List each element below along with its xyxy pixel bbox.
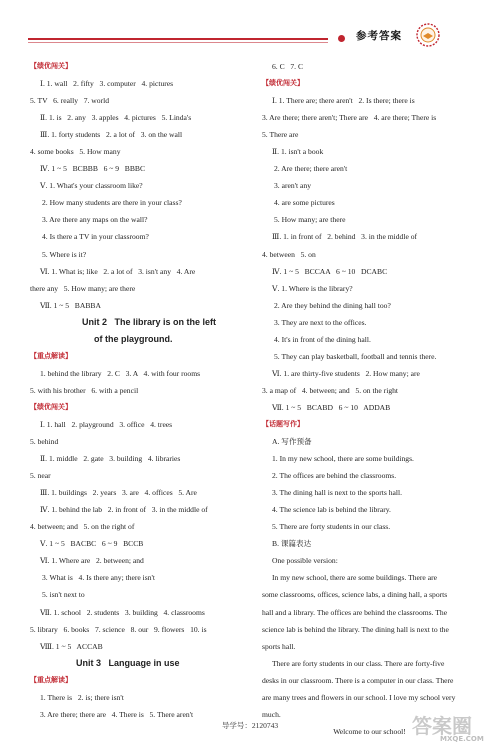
- answer-line: Ⅶ. 1 ~ 5 BABBA: [40, 300, 101, 310]
- section-tag: 【重点解读】: [30, 675, 72, 684]
- answer-line: 5. isn't next to: [42, 590, 85, 600]
- unit-heading: Unit 3 Language in use: [76, 657, 180, 668]
- unit-heading: of the playground.: [94, 333, 173, 344]
- section-tag: 【绩优闯关】: [30, 402, 72, 411]
- answer-line: 3. a map of 4. between; and 5. on the right: [262, 385, 399, 395]
- answer-line: Ⅰ. 1. hall 2. playground 3. office 4. trees: [40, 419, 173, 429]
- answer-line: sports hall.: [262, 641, 296, 651]
- answer-line: Ⅰ. 1. wall 2. fifty 3. computer 4. pictures: [40, 79, 174, 89]
- answer-line: Ⅴ. 1 ~ 5 BACBC 6 ~ 9 BCCB: [40, 539, 144, 549]
- answer-line: 5. Where is it?: [42, 249, 87, 259]
- answer-line: 3. The dining hall is next to the sports hall.: [272, 488, 402, 498]
- answer-line: Ⅳ. 1. behind the lab 2. in front of 3. in the middle of: [40, 505, 208, 515]
- answer-line: 4. Is there a TV in your classroom?: [42, 232, 149, 242]
- answer-line: 2. How many students are there in your class?: [42, 198, 182, 208]
- answer-line: In my new school, there are some buildings. There are: [272, 573, 437, 583]
- answer-line: Ⅶ. 1. school 2. students 3. building 4. classrooms: [40, 607, 205, 617]
- answer-line: 4. some books 5. How many: [30, 147, 121, 157]
- header-bullet-icon: [338, 35, 345, 42]
- section-tag: 【重点解读】: [30, 351, 72, 360]
- answer-line: There are forty students in our class. There are forty-five: [272, 658, 445, 668]
- answer-line: 5. with his brother 6. with a pencil: [30, 385, 139, 395]
- answer-line: 4. between; and 5. on the right of: [30, 522, 135, 532]
- answer-line: One possible version:: [272, 556, 338, 566]
- answer-line: A. 写作预备: [272, 437, 312, 447]
- unit-heading: Unit 2 The library is on the left: [82, 316, 217, 327]
- section-tag: 【话题写作】: [262, 419, 304, 428]
- answer-line: some classrooms, offices, science labs, a dining hall, a sports: [262, 590, 448, 600]
- answer-line: 3. aren't any: [274, 181, 312, 191]
- answer-line: Ⅶ. 1 ~ 5 BCABD 6 ~ 10 ADDAB: [272, 402, 391, 412]
- answer-line: 3. What is 4. Is there any; there isn't: [42, 573, 155, 583]
- header-rule-thin: [28, 42, 328, 43]
- answer-line: Ⅱ. 1. isn't a book: [272, 147, 324, 157]
- answer-line: Ⅴ. 1. Where is the library?: [272, 283, 353, 293]
- answer-line: 5. near: [30, 471, 51, 481]
- answer-line: 4. It's in front of the dining hall.: [274, 334, 371, 344]
- answer-line: 3. Are there any maps on the wall?: [42, 215, 148, 225]
- answer-line: much.: [262, 709, 281, 719]
- answer-line: 5. There are forty students in our class.: [272, 522, 391, 532]
- answer-line: 3. They are next to the offices.: [274, 317, 367, 327]
- answer-line: Ⅷ. 1 ~ 5 ACCAB: [40, 641, 103, 651]
- answer-line: science lab is behind the library. The dining hall is next to the: [262, 624, 449, 634]
- book-logo-icon: [415, 22, 441, 48]
- answer-line: 5. behind: [30, 437, 59, 447]
- answer-line: Welcome to our school!: [333, 726, 406, 736]
- answer-line: Ⅲ. 1. forty students 2. a lot of 3. on the wall: [40, 130, 183, 140]
- answer-line: Ⅵ. 1. Where are 2. between; and: [40, 556, 144, 566]
- answer-line: 1. In my new school, there are some buildings.: [272, 454, 414, 464]
- answer-line: 1. There is 2. is; there isn't: [40, 692, 124, 702]
- answer-line: 6. C 7. C: [272, 62, 304, 71]
- answer-line: 4. The science lab is behind the library.: [272, 505, 391, 515]
- answer-line: Ⅳ. 1 ~ 5 BCBBB 6 ~ 9 BBBC: [40, 164, 146, 174]
- answer-line: 5. library 6. books 7. science 8. our 9. flowers 10. is: [30, 624, 207, 634]
- answer-line: there any 5. How many; are there: [30, 283, 136, 293]
- answer-line: Ⅴ. 1. What's your classroom like?: [40, 181, 143, 191]
- answer-line: 5. TV 6. really 7. world: [30, 96, 110, 106]
- answer-line: are many trees and flowers in our school. I love my school very: [262, 692, 456, 702]
- answer-line: Ⅰ. 1. There are; there aren't 2. Is there; there is: [272, 96, 415, 106]
- answer-line: Ⅵ. 1. What is; like 2. a lot of 3. isn't any 4. Are: [40, 266, 196, 276]
- answer-line: Ⅱ. 1. middle 2. gate 3. building 4. libraries: [40, 454, 181, 464]
- answer-line: Ⅲ. 1. in front of 2. behind 3. in the middle of: [272, 232, 418, 242]
- answer-line: Ⅵ. 1. are thirty-five students 2. How many; are: [272, 368, 420, 378]
- watermark-url: MXQE.COM: [440, 735, 484, 743]
- answer-line: 4. between 5. on: [262, 249, 316, 259]
- answer-line: hall and a library. The offices are behind the classrooms. The: [262, 607, 448, 617]
- answer-line: desks in our classroom. There is a computer in our class. There: [262, 675, 454, 685]
- watermark-logo: [410, 713, 498, 743]
- section-tag: 【绩优闯关】: [30, 62, 72, 70]
- answer-line: 2. The offices are behind the classrooms.: [272, 471, 397, 481]
- guide-number: 导学号：2120743: [221, 721, 279, 730]
- answer-line: 2. Are they behind the dining hall too?: [274, 300, 391, 310]
- answer-line: 5. There are: [262, 130, 299, 140]
- answer-column-right: [262, 58, 477, 740]
- page-title: 参考答案: [356, 31, 402, 42]
- answer-line: 5. How many; are there: [274, 215, 346, 225]
- answer-line: 2. Are there; there aren't: [274, 164, 348, 174]
- answer-line: Ⅳ. 1 ~ 5 BCCAA 6 ~ 10 DCABC: [272, 266, 388, 276]
- answer-line: Ⅱ. 1. is 2. any 3. apples 4. pictures 5. Linda's: [40, 113, 192, 123]
- section-tag: 【绩优闯关】: [262, 79, 304, 88]
- answer-line: 1. behind the library 2. C 3. A 4. with four rooms: [40, 368, 201, 378]
- answer-line: 5. They can play basketball, football and tennis there.: [274, 351, 437, 361]
- watermark-text: 答案圈: [412, 714, 472, 738]
- answer-line: 4. are some pictures: [274, 198, 335, 208]
- header-rule: [28, 38, 328, 40]
- answer-line: 3. Are there; there aren't; There are 4. are there; There is: [262, 113, 437, 123]
- answer-line: Ⅲ. 1. buildings 2. years 3. are 4. offices 5. Are: [40, 488, 197, 498]
- answer-column-left: [30, 58, 245, 723]
- answer-line: 3. Are there; there are 4. There is 5. There aren't: [40, 709, 194, 719]
- answer-line: B. 课篇表达: [272, 539, 312, 549]
